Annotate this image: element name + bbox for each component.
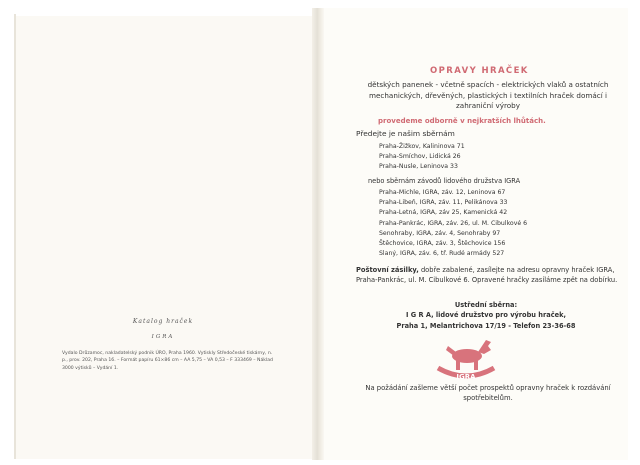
list-item: Štěchovice, IGRA, záv. 3, Štěchovice 156 [379, 240, 506, 248]
emphasis-text: provedeme odborně v nejkratších lhůtách. [378, 117, 546, 125]
postal-paragraph [356, 265, 622, 286]
list-item: Praha-Libeň, IGRA, záv. 11, Pelikánova 33 [379, 199, 508, 207]
imprint-title: Katalog hraček [132, 318, 194, 325]
list-item: Praha-Smíchov, Lidická 26 [379, 153, 461, 161]
postal-text: dobře zabalené, zasílejte na adresu opravny hraček IGRA, Praha-Pankrác, ul. M. Cibulkové 6. Opravené hračky zasíláme zpět na dobírku. [356, 266, 618, 285]
page-gutter [312, 8, 324, 460]
imprint-text: Vydalo Drůzamoc, nakladatelský podnik ÚRO, Praha 1960. Vytiskly Středočeské tiskárny, n. p., prov. 202, Praha 16. – Formát papíru 61×86 cm – AA 5,75 – VA 0,53 – F 333469 – Náklad 3000 výtisků – Vydání 1. [62, 351, 273, 371]
central-line-2: Praha 1, Melantrichova 17/19 - Telefon 23-36-68 [396, 321, 576, 330]
left-page [16, 16, 314, 459]
logo-text: IGRA [456, 373, 476, 381]
intro-text: dětských panenek - včetně spacích - elektrických vlaků a ostatních mechanických, dřevěných, plastických i textilních hraček domácí i zahraniční výroby [367, 80, 609, 111]
list-item: Praha-Michle, IGRA, záv. 12, Leninova 67 [379, 189, 506, 196]
list-item: Senohraby, IGRA, záv. 4, Senohraby 97 [379, 229, 501, 237]
imprint-subtitle: IGRA [151, 334, 175, 340]
list-item: Praha-Pankrác, IGRA, záv. 26, ul. M. Cibulkové 6 [379, 219, 528, 227]
list-item: Slaný, IGRA, záv. 6, tř. Rudé armády 527 [379, 250, 505, 258]
igra-rocking-horse-logo [434, 334, 498, 386]
collection-points-list [379, 142, 465, 173]
factory-points-list [379, 188, 527, 259]
footer-text: Na požádání zašleme větší počet prospektů opravny hraček k rozdávání spotřebitelům. [365, 384, 611, 403]
central-label: Ustřední sběrna: [454, 301, 518, 309]
postal-label: Poštovní zásilky, [356, 266, 419, 274]
central-line-1: I G R A, lidové družstvo pro výrobu hraček, [406, 311, 566, 320]
central-office [346, 300, 626, 331]
page-title: OPRAVY HRAČEK [430, 66, 529, 76]
lead-text: Předejte je našim sběrnám [356, 129, 455, 138]
list-item: Praha-Nusle, Leninova 33 [379, 163, 458, 171]
list-item: Praha-Letná, IGRA, záv 25, Kamenická 42 [379, 209, 508, 217]
factory-intro: nebo sběrnám závodů lidového družstva IGRA [368, 177, 521, 185]
list-item: Praha-Žižkov, Kalininova 71 [379, 143, 465, 150]
